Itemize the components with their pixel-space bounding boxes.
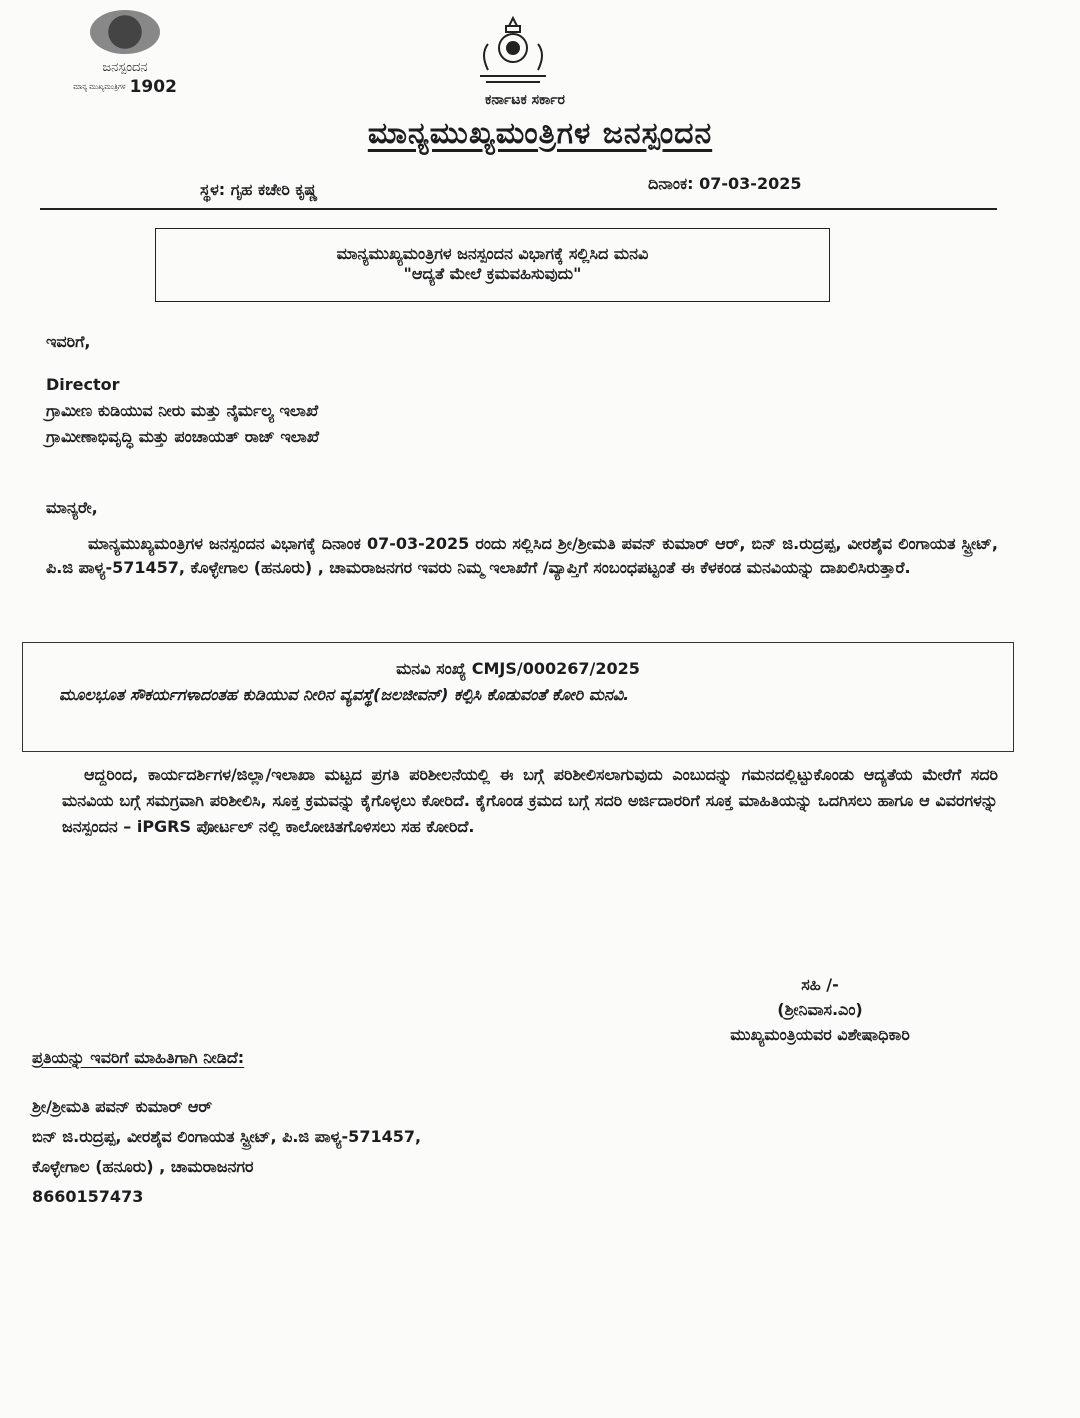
janaspandana-logo [70, 10, 180, 97]
recipient-line-2: ಗ್ರಾಮೀಣ ಕುಡಿಯುವ ನೀರು ಮತ್ತು ನೈರ್ಮಲ್ಯ ಇಲಾಖೆ [46, 401, 319, 420]
logo-year-line: ಮಾನ್ಯ ಮುಖ್ಯಮಂತ್ರಿಗಳ 1902 [73, 77, 177, 97]
page-title: ಮಾನ್ಯಮುಖ್ಯಮಂತ್ರಿಗಳ ಜನಸ್ಪಂದನ [367, 116, 713, 151]
copy-line-3: ಕೊಳ್ಳೇಗಾಲ (ಹನೂರು) , ಚಾಮರಾಜನಗರ [32, 1157, 254, 1176]
recipient-line-3: ಗ್ರಾಮೀಣಾಭಿವೃದ್ಧಿ ಮತ್ತು ಪಂಚಾಯತ್ ರಾಜ್ ಇಲಾಖೆ [46, 427, 320, 446]
copy-line-1: ಶ್ರೀ/ಶ್ರೀಮತಿ ಪವನ್ ಕುಮಾರ್ ಆರ್ [32, 1097, 213, 1116]
petition-subject: ಮೂಲಭೂತ ಸೌಕರ್ಯಗಳಾದಂತಹ ಕುಡಿಯುವ ನೀರಿನ ವ್ಯವಸ್ಥೆ(ಜಲಜೀವನ್) ಕಲ್ಪಿಸಿ ಕೊಡುವಂತೆ ಕೋರಿ ಮನವಿ. [59, 685, 630, 704]
signature-sd: ಸಹಿ /- [801, 975, 839, 994]
copy-heading: ಪ್ರತಿಯನ್ನು ಇವರಿಗೆ ಮಾಹಿತಿಗಾಗಿ ನೀಡಿದೆ: [32, 1048, 245, 1067]
salutation: ಮಾನ್ಯರೇ, [46, 498, 98, 517]
body-paragraph-2: ಆದ್ದರಿಂದ, ಕಾರ್ಯದರ್ಶಿಗಳ/ಜಿಲ್ಲಾ/ಇಲಾಖಾ ಮಟ್ಟದ ಪ್ರಗತಿ ಪರಿಶೀಲನೆಯಲ್ಲಿ ಈ ಬಗ್ಗೆ ಪರಿಶೀಲಿಸಲಾಗುವುದು ಎಂಬುದನ್ನು ಗಮನದಲ್ಲಿಟ್ಟುಕೊಂಡು ಆದ್ಯತೆಯ ಮೇರೆಗೆ ಸದರಿ ಮನವಿಯ ಬಗ್ಗೆ ಸಮಗ್ರವಾಗಿ ಪರಿಶೀಲಿಸಿ, ಸೂಕ್ತ ಕ್ರಮವನ್ನು ಕೈಗೊಳ್ಳಲು ಕೋರಿದೆ. ಕೈಗೊಂಡ ಕ್ರಮದ ಬಗ್ಗೆ ಸದರಿ ಅರ್ಜಿದಾರರಿಗೆ ಸೂಕ್ತ ಮಾಹಿತಿಯನ್ನು ಒದಗಿಸಲು ಹಾಗೂ ಆ ವಿವರಗಳನ್ನು ಜನಸ್ಪಂದನ – iPGRS ಪೋರ್ಟಲ್ ನಲ್ಲಿ ಕಾಲೋಚಿತಗೊಳಿಸಲು ಸಹ ಕೋರಿದೆ. [62, 765, 998, 836]
signatory-name: (ಶ್ರೀನಿವಾಸ.ಎಂ) [777, 1000, 863, 1019]
logo-name: ಜನಸ್ಪಂದನ [102, 60, 148, 75]
signatory-designation: ಮುಖ್ಯಮಂತ್ರಿಯವರ ವಿಶೇಷಾಧಿಕಾರಿ [730, 1025, 910, 1044]
recipient-line-1: Director [46, 375, 120, 394]
header-divider [40, 208, 997, 210]
place-line: ಸ್ಥಳ: ಗೃಹ ಕಚೇರಿ ಕೃಷ್ಣ [200, 180, 318, 199]
recipient-address [46, 372, 319, 450]
notice-line-2: "ಆದ್ಯತೆ ಮೇಲೆ ಕ್ರಮವಹಿಸುವುದು" [403, 264, 582, 283]
date-line: ದಿನಾಂಕ: 07-03-2025 [648, 174, 802, 193]
state-emblem-icon [468, 14, 558, 88]
copy-line-2: ಬಿನ್ ಜಿ.ರುದ್ರಪ್ಪ, ವೀರಶೈವ ಲಿಂಗಾಯತ ಸ್ಟ್ರೀಟ್, ಪಿ.ಜಿ ಪಾಳ್ಯ-571457, [32, 1127, 422, 1146]
notice-box [155, 228, 830, 302]
recipient-to: ಇವರಿಗೆ, [46, 332, 91, 351]
petition-box [22, 642, 1014, 752]
government-label: ಕರ್ನಾಟಕ ಸರ್ಕಾರ [485, 92, 565, 108]
petition-number: ಮನವಿ ಸಂಖ್ಯೆ CMJS/000267/2025 [396, 659, 640, 678]
notice-line-1: ಮಾನ್ಯಮುಖ್ಯಮಂತ್ರಿಗಳ ಜನಸ್ಪಂದನ ವಿಭಾಗಕ್ಕೆ ಸಲ್ಲಿಸಿದ ಮನವಿ [336, 244, 649, 263]
body-paragraph-1: ಮಾನ್ಯಮುಖ್ಯಮಂತ್ರಿಗಳ ಜನಸ್ಪಂದನ ವಿಭಾಗಕ್ಕೆ ದಿನಾಂಕ 07-03-2025 ರಂದು ಸಲ್ಲಿಸಿದ ಶ್ರೀ/ಶ್ರೀಮತಿ ಪವನ್ ಕುಮಾರ್ ಆರ್, ಬಿನ್ ಜಿ.ರುದ್ರಪ್ಪ, ವೀರಶೈವ ಲಿಂಗಾಯತ ಸ್ಟ್ರೀಟ್, ಪಿ.ಜಿ ಪಾಳ್ಯ-571457, ಕೊಳ್ಳೇಗಾಲ (ಹನೂರು) , ಚಾಮರಾಜನಗರ ಇವರು ನಿಮ್ಮ ಇಲಾಖೆಗೆ /ವ್ಯಾಪ್ತಿಗೆ ಸಂಬಂಧಪಟ್ಟಂತೆ ಈ ಕೆಳಕಂಡ ಮನವಿಯನ್ನು ದಾಖಲಿಸಿರುತ್ತಾರೆ. [46, 534, 998, 577]
logo-mark-icon [90, 10, 160, 54]
copy-address [32, 1092, 421, 1212]
copy-phone: 8660157473 [32, 1187, 144, 1206]
signature-block [640, 972, 1000, 1047]
